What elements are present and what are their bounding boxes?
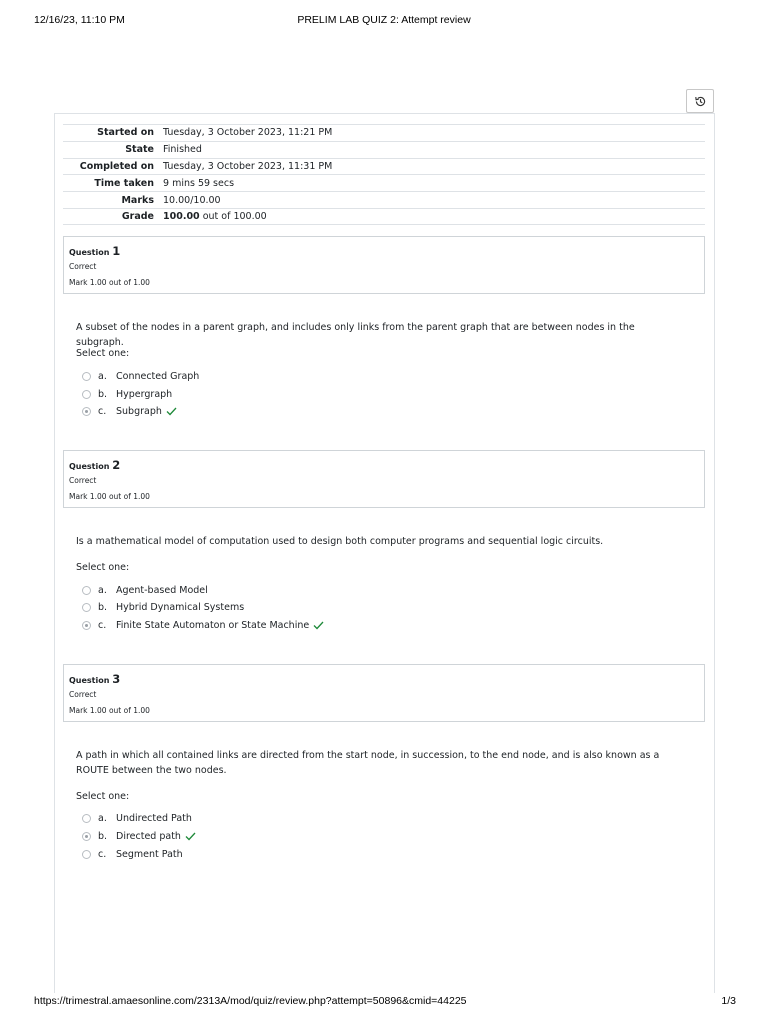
answer-letter: b.: [98, 388, 108, 400]
question-state: Correct: [69, 262, 97, 271]
summary-value: [163, 211, 705, 222]
radio-button[interactable]: [82, 603, 91, 612]
attempt-summary-table: [63, 124, 705, 225]
print-header: [0, 14, 768, 34]
radio-button[interactable]: [82, 390, 91, 399]
question-number: Question 1: [69, 244, 121, 258]
question-text: Is a mathematical model of computation used to design both computer programs and sequential logic circuits.: [76, 536, 604, 547]
select-one-prompt: Select one:: [76, 348, 130, 359]
answer-option[interactable]: [82, 600, 244, 614]
answer-letter: b.: [98, 601, 108, 613]
answer-letter: c.: [98, 619, 107, 631]
check-icon: [185, 832, 196, 841]
answer-option[interactable]: [82, 387, 172, 401]
summary-row: [63, 124, 705, 141]
answer-label: Segment Path: [116, 848, 183, 860]
answer-option[interactable]: [82, 811, 192, 825]
summary-key: Completed on: [79, 160, 154, 172]
answer-option[interactable]: [82, 847, 183, 861]
question-info: [63, 236, 705, 294]
question-mark: Mark 1.00 out of 1.00: [69, 278, 150, 287]
radio-button[interactable]: [82, 372, 91, 381]
answer-option[interactable]: [82, 583, 208, 597]
answer-letter: c.: [98, 848, 107, 860]
summary-value: Tuesday, 3 October 2023, 11:31 PM: [163, 160, 333, 172]
summary-key: Time taken: [94, 177, 154, 189]
question-number: Question 2: [69, 458, 121, 472]
print-title: PRELIM LAB QUIZ 2: Attempt review: [297, 14, 471, 26]
summary-key: Marks: [121, 194, 154, 206]
answer-label: Connected Graph: [116, 370, 200, 382]
answer-label: Agent-based Model: [116, 584, 208, 596]
history-button[interactable]: [686, 89, 714, 113]
select-one-prompt: Select one:: [76, 562, 130, 573]
history-icon: [694, 95, 707, 108]
summary-value: Tuesday, 3 October 2023, 11:21 PM: [163, 127, 333, 139]
grade-total: out of 100.00: [199, 210, 267, 222]
question-text: A subset of the nodes in a parent graph, and includes only links from the parent graph that are between nodes in the subgraph.: [76, 322, 635, 348]
radio-button[interactable]: [82, 586, 91, 595]
question-mark: Mark 1.00 out of 1.00: [69, 492, 150, 501]
question-state: Correct: [69, 476, 97, 485]
answer-option[interactable]: [82, 829, 196, 843]
answer-label: Subgraph: [116, 405, 162, 417]
summary-key: State: [125, 144, 154, 156]
radio-button[interactable]: [82, 814, 91, 823]
summary-value: 9 mins 59 secs: [163, 177, 235, 189]
question-text: A path in which all contained links are directed from the start node, in succession, to the end node, and is also known as a ROUTE between the two nodes.: [76, 750, 660, 776]
answer-letter: a.: [98, 812, 107, 824]
answer-option[interactable]: [82, 369, 199, 383]
summary-key: Grade: [121, 210, 154, 222]
question-number: Question 3: [69, 672, 121, 686]
question-info: [63, 450, 705, 508]
check-icon: [166, 407, 177, 416]
summary-row: [63, 141, 705, 158]
answer-letter: b.: [98, 830, 108, 842]
grade-score: 100.00: [163, 210, 200, 222]
answer-label: Undirected Path: [116, 812, 192, 824]
radio-button-selected[interactable]: [82, 621, 91, 630]
summary-row: [63, 158, 705, 175]
answer-label: Directed path: [116, 830, 181, 842]
question-state: Correct: [69, 690, 97, 699]
print-footer: [0, 995, 768, 1015]
radio-button-selected[interactable]: [82, 832, 91, 841]
print-datetime: 12/16/23, 11:10 PM: [34, 14, 125, 26]
answer-letter: a.: [98, 584, 107, 596]
print-url: https://trimestral.amaesonline.com/2313A/mod/quiz/review.php?attempt=50896&cmid=44225: [34, 995, 467, 1007]
summary-row: [63, 174, 705, 191]
print-page-number: 1/3: [721, 995, 736, 1007]
summary-key: Started on: [97, 127, 154, 139]
answer-option[interactable]: [82, 404, 177, 418]
radio-button[interactable]: [82, 850, 91, 859]
answer-letter: c.: [98, 405, 107, 417]
summary-value: 10.00/10.00: [163, 194, 221, 206]
summary-value: Finished: [163, 144, 202, 156]
question-info: [63, 664, 705, 722]
answer-label: Hybrid Dynamical Systems: [116, 601, 245, 613]
answer-label: Hypergraph: [116, 388, 173, 400]
answer-option[interactable]: [82, 618, 324, 632]
answer-label: Finite State Automaton or State Machine: [116, 619, 310, 631]
summary-row: [63, 191, 705, 208]
radio-button-selected[interactable]: [82, 407, 91, 416]
question-mark: Mark 1.00 out of 1.00: [69, 706, 150, 715]
select-one-prompt: Select one:: [76, 791, 130, 802]
answer-letter: a.: [98, 370, 107, 382]
check-icon: [313, 621, 324, 630]
summary-row: [63, 208, 705, 225]
